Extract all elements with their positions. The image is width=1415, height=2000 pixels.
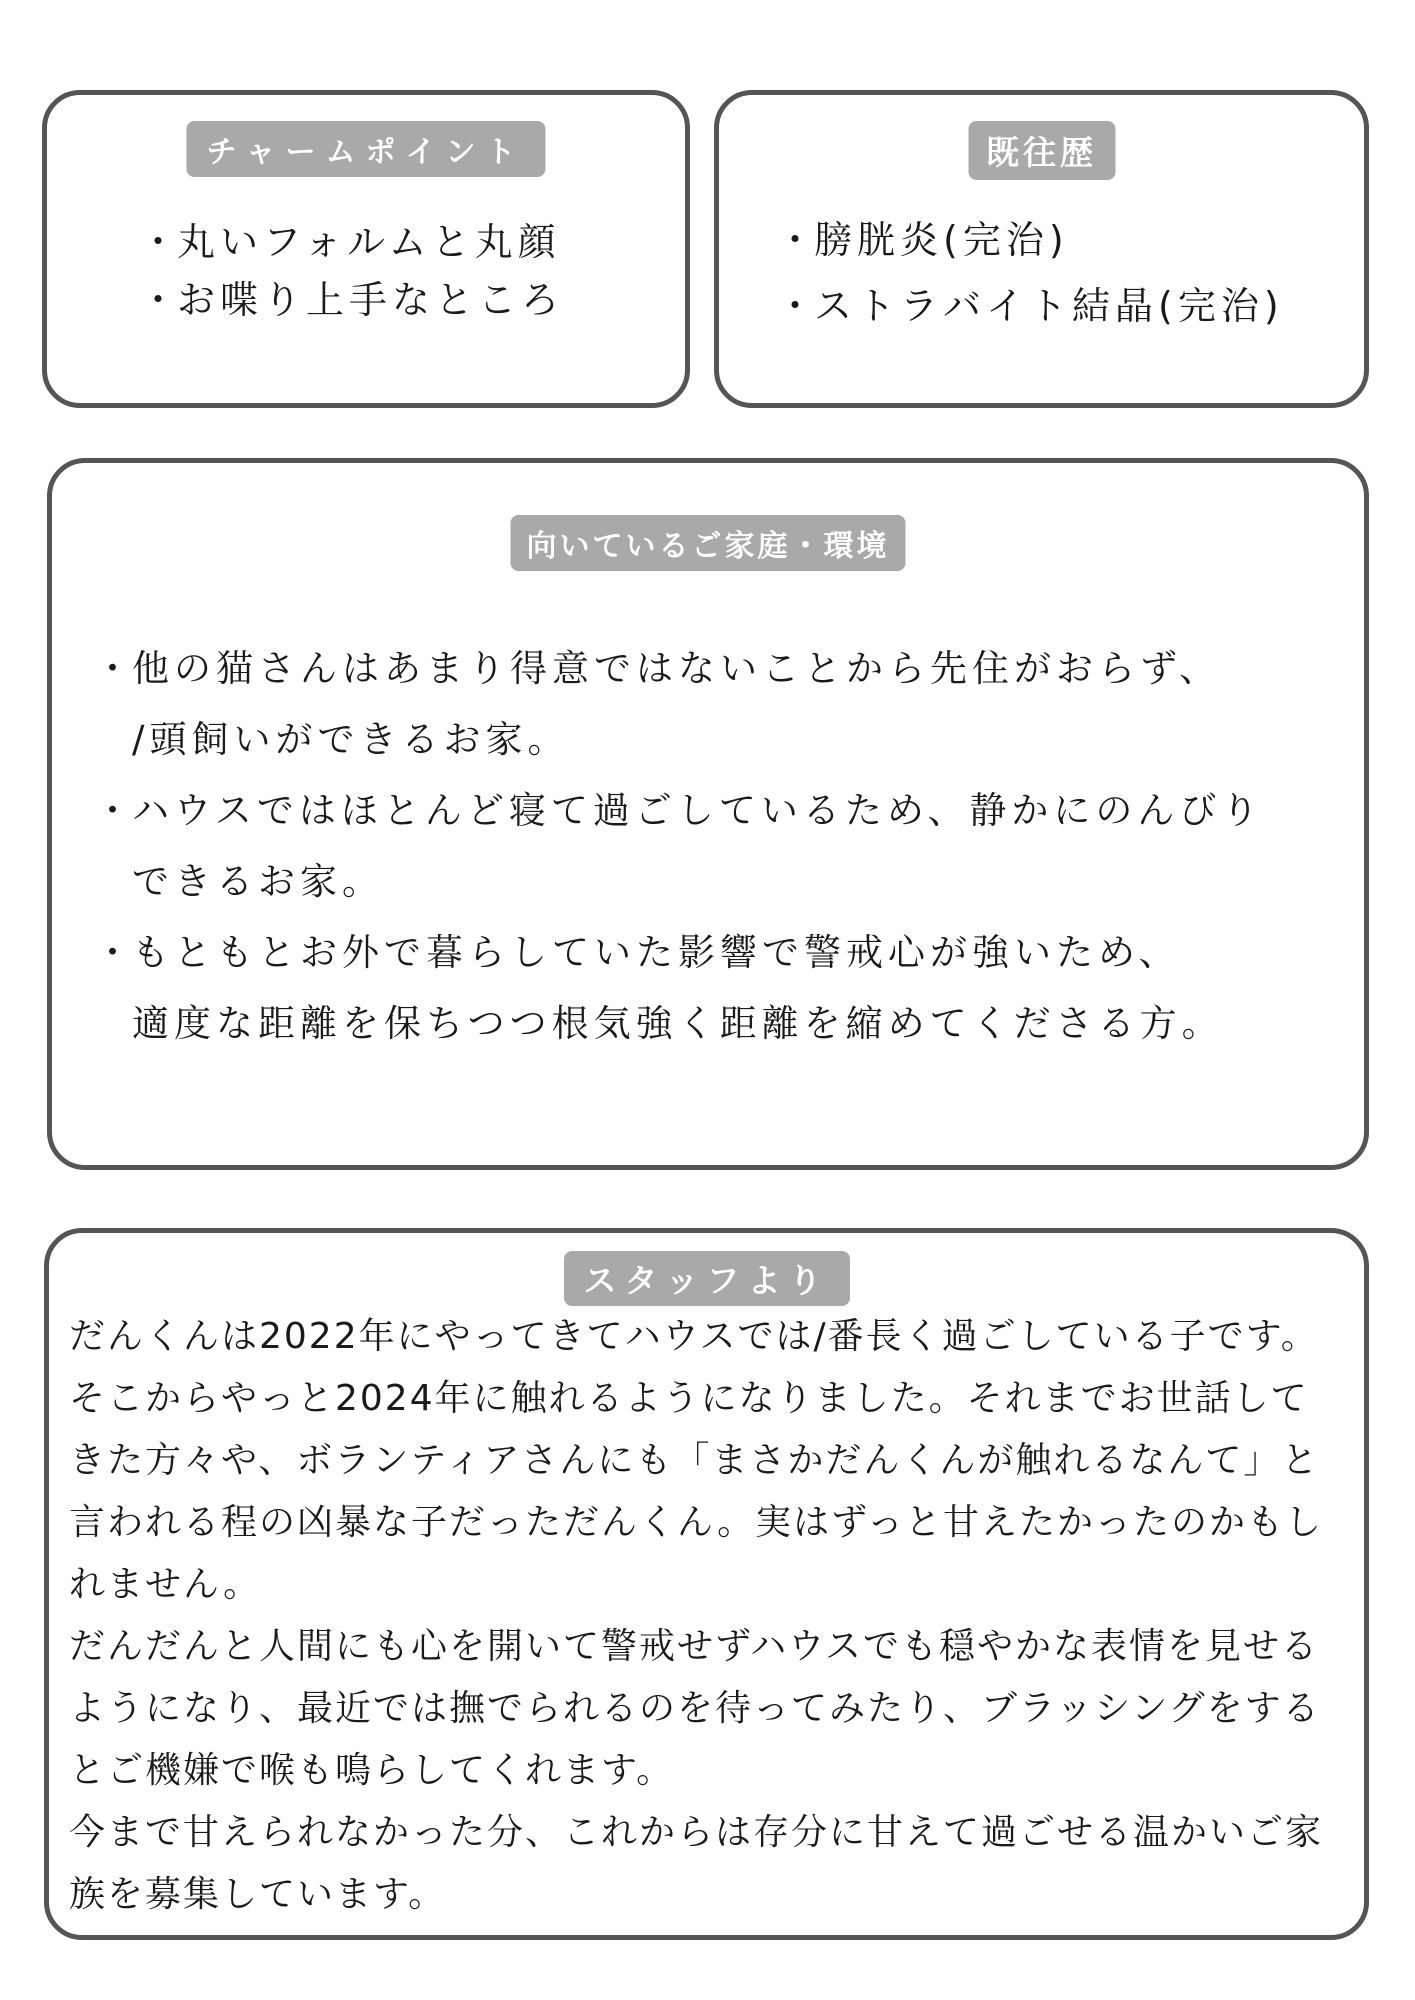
charm-point-list: [177, 213, 564, 329]
suitable-home-title: 向いているご家庭・環境: [511, 515, 906, 571]
charm-point-item: ・ お喋り上手なところ: [177, 271, 564, 329]
charm-point-item: ・ 丸いフォルムと丸顔: [177, 213, 564, 271]
staff-message-title: スタッフより: [564, 1251, 850, 1306]
suitable-home-item: ・ 他の猫さんはあまり得意ではないことから先住がおらず、 /頭飼いができるお家。: [132, 633, 1332, 775]
medical-history-title: 既往歴: [968, 121, 1115, 180]
suitable-home-list: [132, 633, 1332, 1059]
staff-message-paragraph: そこからやっと2024年に触れるようになりました。それまでお世話してきた方々や、ボランティアさんにも「まさかだんくんが触れるなんて」と言われる程の凶暴な子だっただんくん。実はずっと甘えたかったのかもしれません。: [69, 1378, 1324, 1605]
staff-message-paragraph: だんだんと人間にも心を開いて警戒せずハウスでも穏やかな表情を見せるようになり、最近では撫でられるのを待ってみたり、ブラッシングをするとご機嫌で喉も鳴らしてくれます。: [69, 1626, 1321, 1791]
medical-history-list: [814, 207, 1284, 339]
medical-history-card: [714, 90, 1369, 408]
staff-message-paragraph: だんくんは2022年にやってきてハウスでは/番長く過ごしている子です。: [69, 1316, 1319, 1357]
suitable-home-card: [47, 458, 1369, 1170]
staff-message-paragraph: 今まで甘えられなかった分、これからは存分に甘えて過ごせる温かいご家族を募集しています。: [69, 1812, 1324, 1915]
staff-message-card: [44, 1228, 1369, 1940]
suitable-home-item: ・ もともとお外で暮らしていた影響で警戒心が強いため、 適度な距離を保ちつつ根気強く距離を縮めてくださる方。: [132, 917, 1332, 1059]
staff-message-body: [69, 1306, 1334, 1926]
medical-history-item: ・ ストラバイト結晶(完治): [814, 273, 1284, 339]
suitable-home-item: ・ ハウスではほとんど寝て過ごしているため、静かにのんびり できるお家。: [132, 775, 1332, 917]
medical-history-item: ・ 膀胱炎(完治): [814, 207, 1284, 273]
charm-point-title: チャームポイント: [186, 121, 545, 177]
charm-point-card: [42, 90, 690, 408]
